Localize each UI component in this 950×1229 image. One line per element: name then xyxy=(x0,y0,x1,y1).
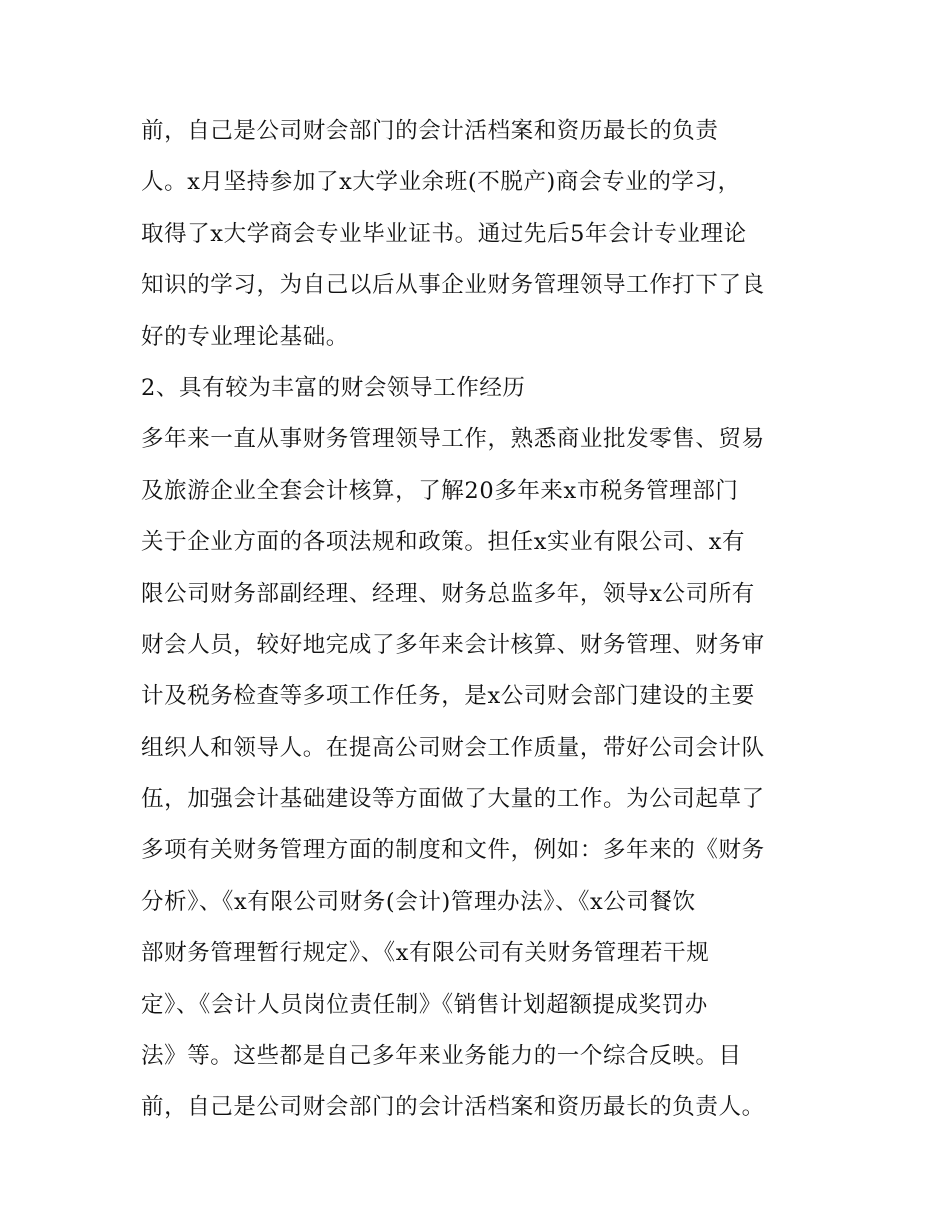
paragraph-line: 限公司财务部副经理、经理、财务总监多年，领导x公司所有 xyxy=(141,580,755,607)
paragraph-line: 前，自己是公司财会部门的会计活档案和资历最长的负责人。 xyxy=(141,1094,765,1121)
paragraph-line: 好的专业理论基础。 xyxy=(141,323,349,350)
paragraph-line: 定》、《会计人员岗位责任制》《销售计划超额提成奖罚办 xyxy=(141,991,708,1018)
paragraph-line: 计及税务检查等多项工作任务，是x公司财会部门建设的主要 xyxy=(141,683,755,710)
paragraph-line: 取得了x大学商会专业毕业证书。通过先后5年会计专业理论 xyxy=(141,220,747,247)
paragraph-line: 多年来一直从事财务管理领导工作，熟悉商业批发零售、贸易 xyxy=(141,426,765,453)
paragraph-line: 分析》、《x有限公司财务(会计)管理办法》、《x公司餐饮 xyxy=(141,888,696,915)
paragraph-line: 多项有关财务管理方面的制度和文件，例如：多年来的《财务 xyxy=(141,837,765,864)
paragraph-line: 人。x月坚持参加了x大学业余班(不脱产)商会专业的学习， xyxy=(141,169,741,196)
paragraph-line: 关于企业方面的各项法规和政策。担任x实业有限公司、x有 xyxy=(141,529,746,556)
paragraph-line: 财会人员，较好地完成了多年来会计核算、财务管理、财务审 xyxy=(141,631,765,658)
paragraph-line: 及旅游企业全套会计核算，了解20多年来x市税务管理部门 xyxy=(141,477,739,504)
section-heading: 2、具有较为丰富的财会领导工作经历 xyxy=(141,374,526,401)
paragraph-line: 法》等。这些都是自己多年来业务能力的一个综合反映。目 xyxy=(141,1043,742,1070)
paragraph-line: 前，自己是公司财会部门的会计活档案和资历最长的负责 xyxy=(141,118,719,144)
paragraph-line: 伍，加强会计基础建设等方面做了大量的工作。为公司起草了 xyxy=(141,786,765,813)
paragraph-line: 组织人和领导人。在提高公司财会工作质量，带好公司会计队 xyxy=(141,734,765,761)
document-body xyxy=(141,106,821,1134)
paragraph-line: 部财务管理暂行规定》、《x有限公司有关财务管理若干规 xyxy=(141,940,710,967)
paragraph-line: 知识的学习，为自己以后从事企业财务管理领导工作打下了良 xyxy=(141,272,765,299)
